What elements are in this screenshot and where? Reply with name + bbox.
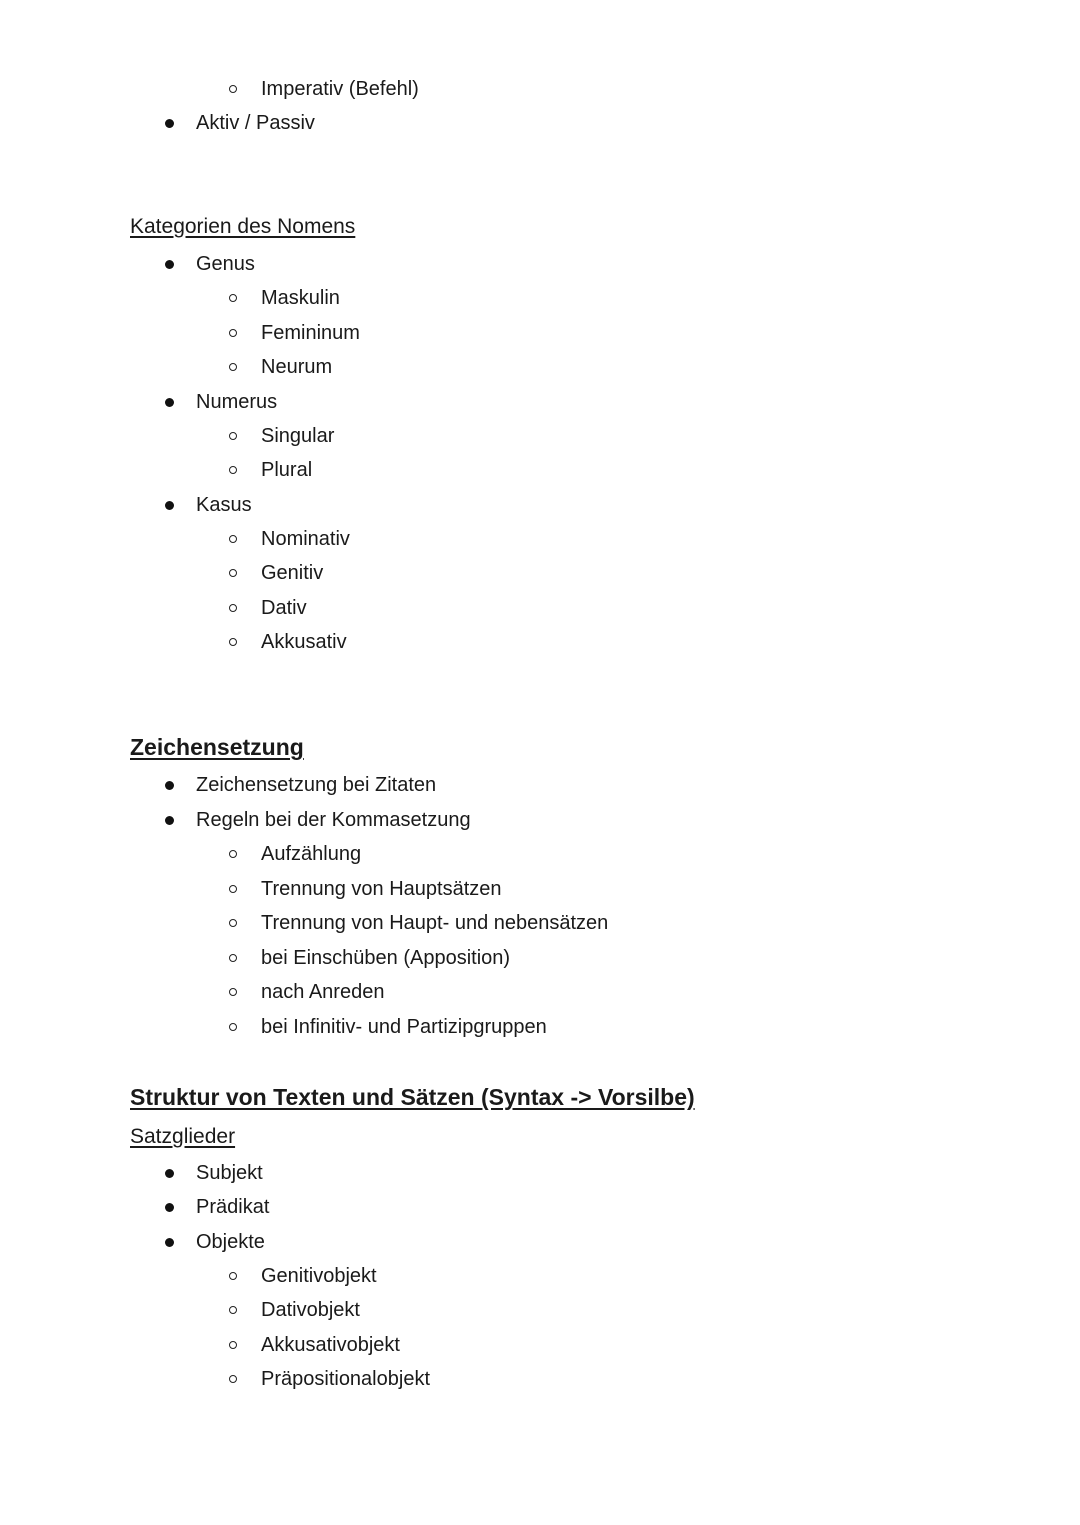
list-item: Akkusativ (261, 631, 347, 653)
bullet-icon (165, 501, 174, 510)
list-item: Prädikat (196, 1196, 270, 1218)
circle-bullet-icon (229, 569, 237, 577)
list-item: Aufzählung (261, 843, 362, 865)
list-item: Dativobjekt (261, 1299, 360, 1321)
circle-bullet-icon (229, 535, 237, 543)
list-item: Numerus (196, 391, 278, 413)
list-item: Imperativ (Befehl) (261, 78, 419, 100)
bullet-icon (165, 398, 174, 407)
list-item: Genus (196, 253, 255, 275)
list-item: nach Anreden (261, 981, 385, 1003)
circle-bullet-icon (229, 604, 237, 612)
circle-bullet-icon (229, 850, 237, 858)
bullet-icon (165, 1203, 174, 1212)
section-heading: Struktur von Texten und Sätzen (Syntax -> Vorsilbe) (130, 1084, 695, 1110)
list-item: Akkusativobjekt (261, 1334, 400, 1356)
circle-bullet-icon (229, 954, 237, 962)
list-item: Trennung von Haupt- und nebensätzen (261, 912, 609, 934)
circle-bullet-icon (229, 638, 237, 646)
list-item: Singular (261, 425, 335, 447)
list-item: Trennung von Hauptsätzen (261, 878, 502, 900)
circle-bullet-icon (229, 1341, 237, 1349)
list-item: Maskulin (261, 287, 340, 309)
circle-bullet-icon (229, 988, 237, 996)
section-heading: Zeichensetzung (130, 734, 304, 760)
circle-bullet-icon (229, 466, 237, 474)
list-item: Plural (261, 459, 313, 481)
section-subheading: Kategorien des Nomens (130, 215, 356, 238)
list-item: Kasus (196, 494, 252, 516)
circle-bullet-icon (229, 1375, 237, 1383)
circle-bullet-icon (229, 1272, 237, 1280)
list-item: Präpositionalobjekt (261, 1368, 430, 1390)
circle-bullet-icon (229, 1023, 237, 1031)
list-item: Zeichensetzung bei Zitaten (196, 774, 437, 796)
section-subheading: Satzglieder (130, 1125, 236, 1148)
list-item: Aktiv / Passiv (196, 112, 315, 134)
list-item: Nominativ (261, 528, 350, 550)
list-item: Genitivobjekt (261, 1265, 377, 1287)
bullet-icon (165, 1169, 174, 1178)
circle-bullet-icon (229, 329, 237, 337)
list-item: Genitiv (261, 562, 324, 584)
circle-bullet-icon (229, 885, 237, 893)
list-item: Femininum (261, 322, 360, 344)
list-item: Dativ (261, 597, 307, 619)
list-item: bei Einschüben (Apposition) (261, 947, 511, 969)
list-item: Objekte (196, 1231, 265, 1253)
bullet-icon (165, 119, 174, 128)
circle-bullet-icon (229, 294, 237, 302)
list-item: bei Infinitiv- und Partizipgruppen (261, 1016, 547, 1038)
list-item: Neurum (261, 356, 333, 378)
circle-bullet-icon (229, 1306, 237, 1314)
bullet-icon (165, 816, 174, 825)
circle-bullet-icon (229, 363, 237, 371)
bullet-icon (165, 260, 174, 269)
list-item: Regeln bei der Kommasetzung (196, 809, 471, 831)
circle-bullet-icon (229, 85, 237, 93)
circle-bullet-icon (229, 919, 237, 927)
bullet-icon (165, 781, 174, 790)
bullet-icon (165, 1238, 174, 1247)
list-item: Subjekt (196, 1162, 263, 1184)
circle-bullet-icon (229, 432, 237, 440)
